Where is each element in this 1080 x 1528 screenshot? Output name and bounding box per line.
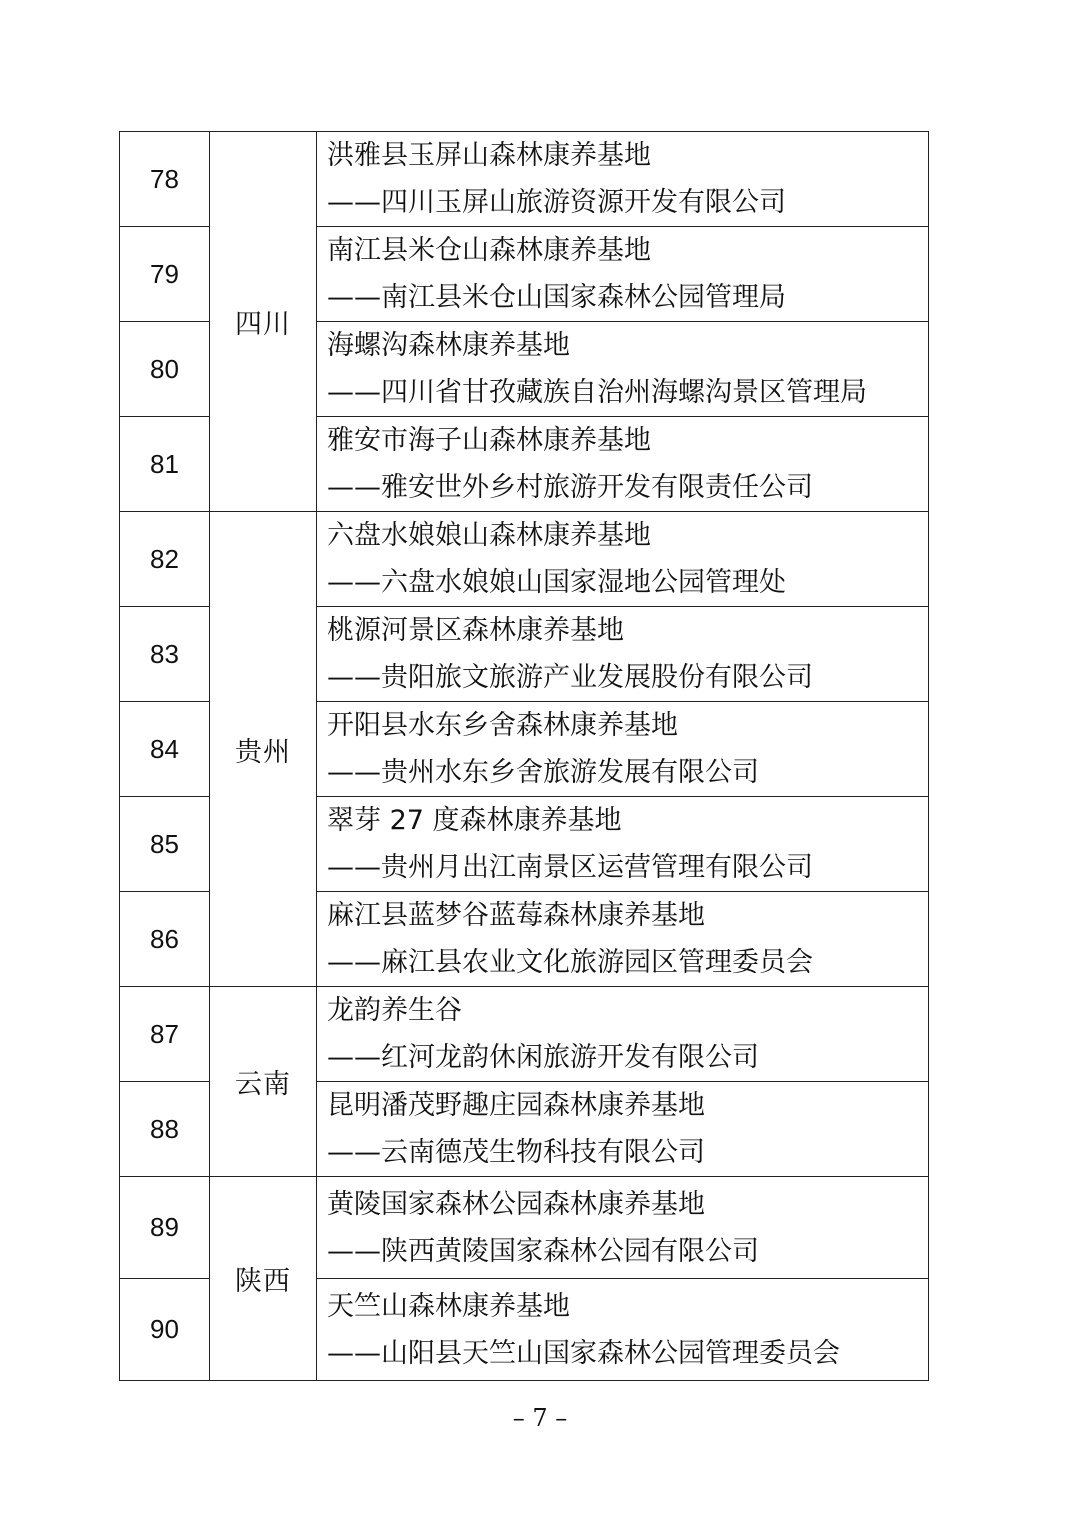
base-organization: ——红河龙韵休闲旅游开发有限公司 [327,1042,759,1073]
base-name: 南江县米仓山森林康养基地 [327,235,651,266]
base-organization: ——陕西黄陵国家森林公园有限公司 [327,1235,759,1267]
row-number: 89 [120,1177,210,1279]
base-cell [317,797,929,892]
base-cell [317,607,929,702]
table-row [120,987,929,1082]
province-cell: 陕西 [210,1177,317,1381]
base-name: 六盘水娘娘山森林康养基地 [327,520,651,551]
forest-wellness-base-table [119,131,929,1381]
base-cell [317,512,929,607]
base-cell [317,417,929,512]
base-organization: ——四川省甘孜藏族自治州海螺沟景区管理局 [327,377,867,408]
base-cell [317,702,929,797]
base-cell [317,892,929,987]
row-number: 81 [120,417,210,512]
base-organization: ——四川玉屏山旅游资源开发有限公司 [327,187,786,218]
base-organization: ——山阳县天竺山国家森林公园管理委员会 [327,1337,840,1369]
row-number: 84 [120,702,210,797]
base-name: 海螺沟森林康养基地 [327,330,570,361]
province-cell: 四川 [210,132,317,512]
base-organization: ——南江县米仓山国家森林公园管理局 [327,282,786,313]
row-number: 80 [120,322,210,417]
base-name: 黄陵国家森林公园森林康养基地 [327,1188,705,1220]
base-name: 洪雅县玉屏山森林康养基地 [327,140,651,171]
base-cell [317,1082,929,1177]
base-organization: ——云南德茂生物科技有限公司 [327,1137,705,1168]
table-row [120,132,929,227]
row-number: 90 [120,1279,210,1381]
base-name: 开阳县水东乡舍森林康养基地 [327,710,678,741]
base-organization: ——雅安世外乡村旅游开发有限责任公司 [327,472,813,503]
base-organization: ——麻江县农业文化旅游园区管理委员会 [327,947,813,978]
table-row [120,1177,929,1279]
base-cell [317,1177,929,1279]
row-number: 88 [120,1082,210,1177]
base-name: 雅安市海子山森林康养基地 [327,425,651,456]
row-number: 86 [120,892,210,987]
province-cell: 贵州 [210,512,317,987]
row-number: 83 [120,607,210,702]
base-cell [317,987,929,1082]
base-organization: ——贵州水东乡舍旅游发展有限公司 [327,757,759,788]
row-number: 82 [120,512,210,607]
base-organization: ——贵阳旅文旅游产业发展股份有限公司 [327,662,813,693]
row-number: 87 [120,987,210,1082]
base-name: 天竺山森林康养基地 [327,1290,570,1322]
base-name: 桃源河景区森林康养基地 [327,615,624,646]
base-name: 翠芽 27 度森林康养基地 [327,805,622,836]
base-name: 麻江县蓝梦谷蓝莓森林康养基地 [327,900,705,931]
province-cell: 云南 [210,987,317,1177]
row-number: 85 [120,797,210,892]
base-cell [317,132,929,227]
row-number: 78 [120,132,210,227]
base-cell [317,322,929,417]
base-name: 昆明潘茂野趣庄园森林康养基地 [327,1090,705,1121]
base-organization: ——贵州月出江南景区运营管理有限公司 [327,852,813,883]
page-number: – 7 – [512,1404,568,1432]
base-cell [317,1279,929,1381]
row-number: 79 [120,227,210,322]
base-cell [317,227,929,322]
base-organization: ——六盘水娘娘山国家湿地公园管理处 [327,567,786,598]
base-name: 龙韵养生谷 [327,995,462,1026]
table-row [120,512,929,607]
